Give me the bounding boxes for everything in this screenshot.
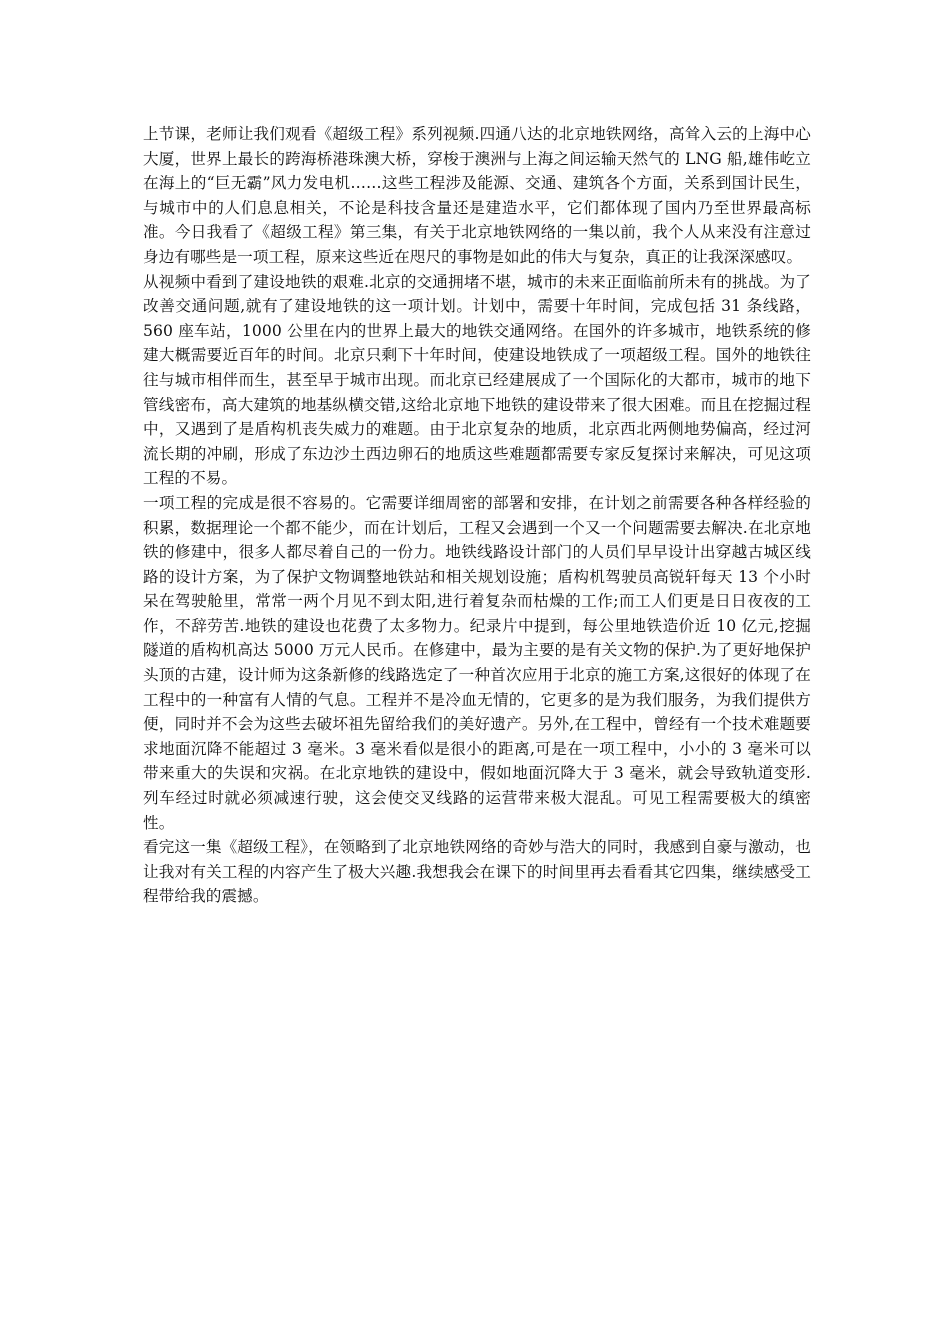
- paragraph-3: 一项工程的完成是很不容易的。它需要详细周密的部署和安排，在计划之前需要各种各样经验的积累，数据理论一个都不能少，而在计划后，工程又会遇到一个又一个问题需要去解决.在北京地铁的修建中，很多人都尽着自己的一份力。地铁线路设计部门的人员们早早设计出穿越古城区线路的设计方案，为了保护文物调整地铁站和相关规划设施；盾构机驾驶员高锐轩每天 13 个小时呆在驾驶舱里，常常一两个月见不到太阳,进行着复杂而枯燥的工作;而工人们更是日日夜夜的工作，不辞劳苦.地铁的建设也花费了太多物力。纪录片中提到，每公里地铁造价近 10 亿元,挖掘隧道的盾构机高达 5000 万元人民币。在修建中，最为主要的是有关文物的保护.为了更好地保护头顶的古建，设计师为这条新修的线路选定了一种首次应用于北京的施工方案,这很好的体现了在工程中的一种富有人情的气息。工程并不是冷血无情的，它更多的是为我们服务，为我们提供方便，同时并不会为这些去破坏祖先留给我们的美好遗产。另外,在工程中，曾经有一个技术难题要求地面沉降不能超过 3 毫米。3 毫米看似是很小的距离,可是在一项工程中，小小的 3 毫米可以带来重大的失误和灾祸。在北京地铁的建设中，假如地面沉降大于 3 毫米，就会导致轨道变形.列车经过时就必须减速行驶，这会使交叉线路的运营带来极大混乱。可见工程需要极大的缜密性。: [143, 493, 811, 832]
- essay-body: [143, 122, 811, 909]
- paragraph-2: 从视频中看到了建设地铁的艰难.北京的交通拥堵不堪，城市的未来正面临前所未有的挑战。为了改善交通问题,就有了建设地铁的这一项计划。计划中，需要十年时间，完成包括 31 条线路，560 座车站，1000 公里在内的世界上最大的地铁交通网络。在国外的许多城市，地铁系统的修建大概需要近百年的时间。北京只剩下十年时间，使建设地铁成了一项超级工程。国外的地铁往往与城市相伴而生，甚至早于城市出现。而北京已经建展成了一个国际化的大都市，城市的地下管线密布，高大建筑的地基纵横交错,这给北京地下地铁的建设带来了很大困难。而且在挖掘过程中，又遇到了是盾构机丧失威力的难题。由于北京复杂的地质，北京西北两侧地势偏高，经过河流长期的冲刷，形成了东边沙土西边卵石的地质这些难题都需要专家反复探讨来解决，可见这项工程的不易。: [143, 272, 811, 488]
- paragraph-4: 看完这一集《超级工程》，在领略到了北京地铁网络的奇妙与浩大的同时，我感到自豪与激动，也让我对有关工程的内容产生了极大兴趣.我想我会在课下的时间里再去看看其它四集，继续感受工程带给我的震撼。: [143, 838, 811, 906]
- paragraph-1: 上节课，老师让我们观看《超级工程》系列视频.四通八达的北京地铁网络，高耸入云的上海中心大厦，世界上最长的跨海桥港珠澳大桥，穿梭于澳洲与上海之间运输天然气的 LNG 船,雄伟屹立在海上的“巨无霸”风力发电机……这些工程涉及能源、交通、建筑各个方面，关系到国计民生，与城市中的人们息息相关，不论是科技含量还是建造水平，它们都体现了国内乃至世界最高标准。今日我看了《超级工程》第三集，有关于北京地铁网络的一集以前，我个人从来没有注意过身边有哪些是一项工程，原来这些近在咫尺的事物是如此的伟大与复杂，真正的让我深深感叹。: [143, 125, 811, 266]
